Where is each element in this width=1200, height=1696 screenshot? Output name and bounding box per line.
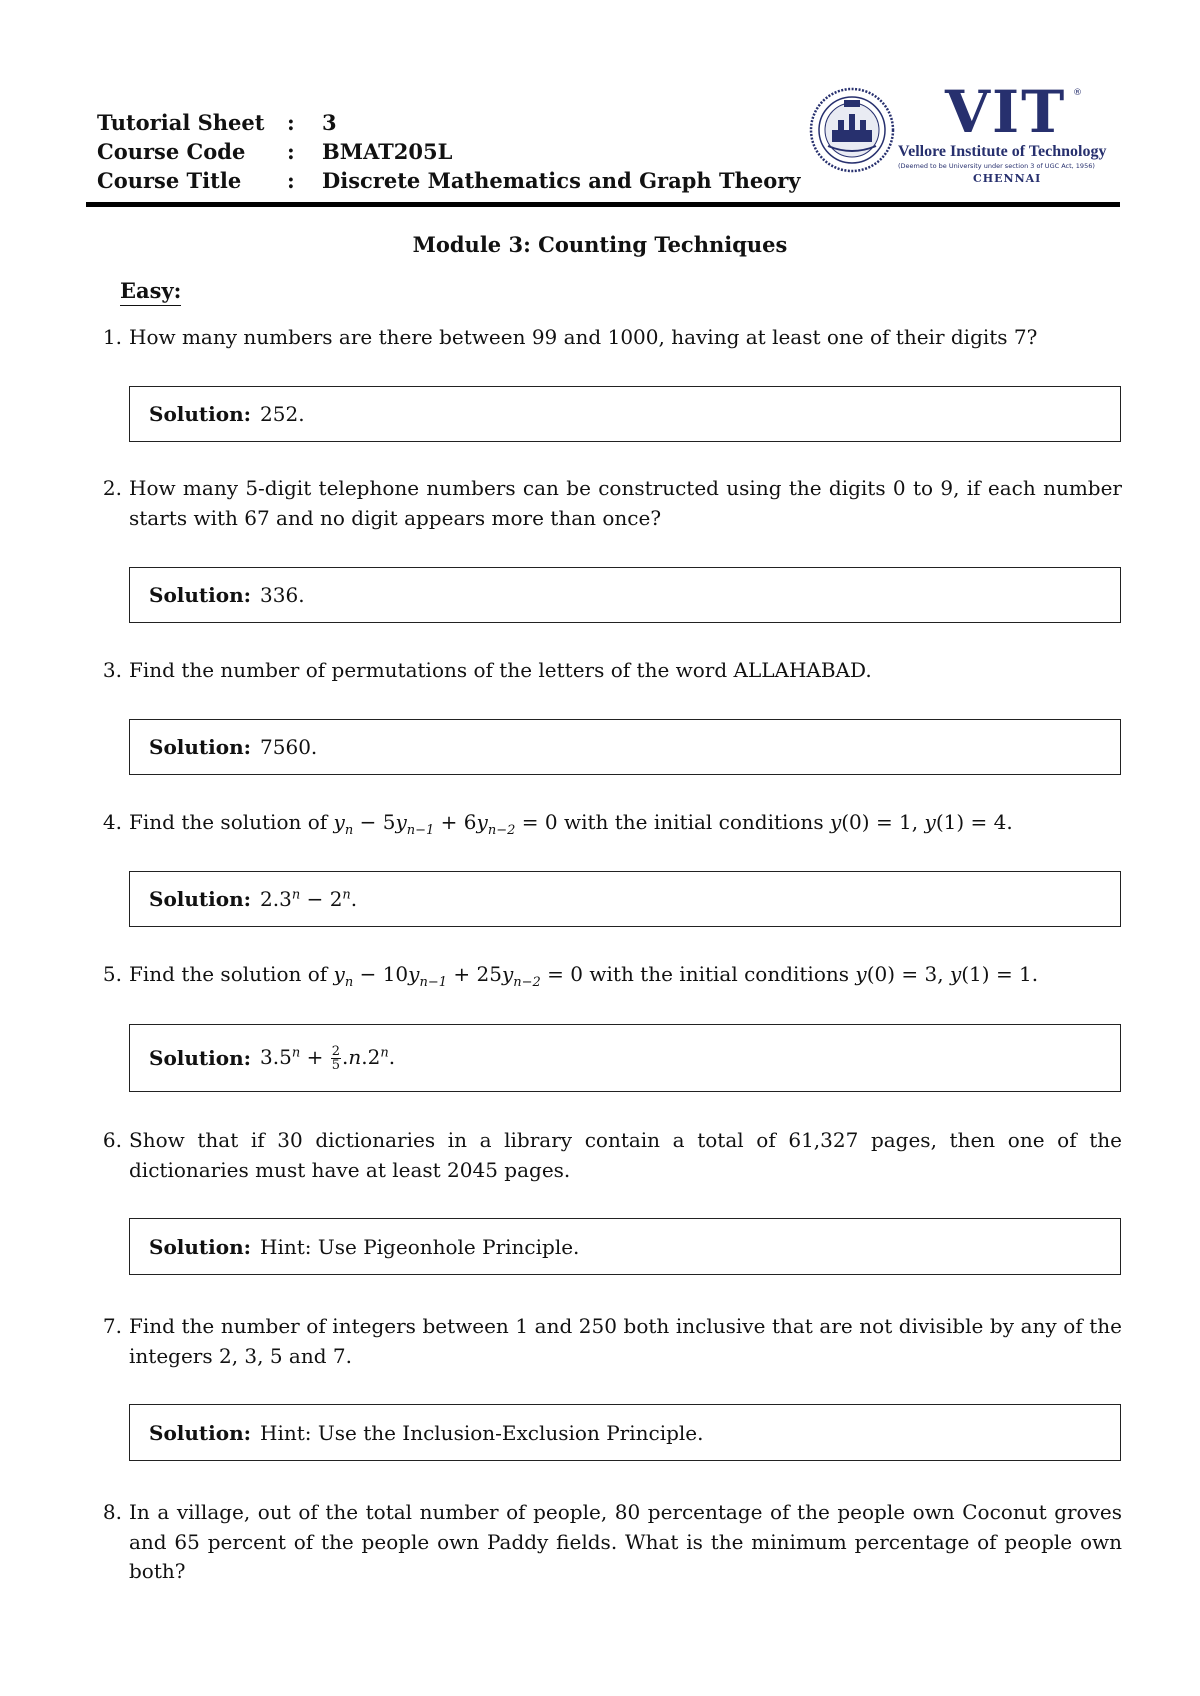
solution-text: 7560. xyxy=(260,735,318,759)
registered-mark: ® xyxy=(1073,88,1082,98)
question-3 xyxy=(96,656,1122,686)
header-row-tutorial-sheet xyxy=(97,108,800,137)
header-colon: : xyxy=(287,139,295,164)
solution-label: Solution: xyxy=(149,887,252,911)
question-number: 7. xyxy=(102,1314,122,1338)
recurrence-equation: $y_n - 5y_{n-1} + 6y_{n-2} = 0$ xyxy=(333,810,558,838)
solution-text: $2.3^n - 2^n$. xyxy=(260,887,358,911)
question-number: 3. xyxy=(102,658,122,682)
solution-label: Solution: xyxy=(149,735,252,759)
initial-conditions: y(0) = 1, y(1) = 4. xyxy=(829,810,1013,834)
logo-institute-name: Vellore Institute of Technology xyxy=(898,143,1107,160)
solution-label: Solution: xyxy=(149,1420,252,1445)
question-text: In a village, out of the total number of people, 80 percentage of the people own Coconut groves and 65 percent of the people own Paddy fields. What is the minimum percentage of people own both? xyxy=(129,1500,1122,1583)
question-number: 2. xyxy=(102,476,122,500)
university-seal-icon xyxy=(808,86,896,174)
solution-label: Solution: xyxy=(149,1046,252,1070)
question-2 xyxy=(96,474,1122,533)
question-number: 4. xyxy=(102,810,122,834)
question-text: Find the number of integers between 1 and 250 both inclusive that are not divisible by any of the integers 2, 3, 5 and 7. xyxy=(129,1314,1122,1368)
header-colon: : xyxy=(287,110,295,135)
question-7 xyxy=(96,1312,1122,1371)
solution-box-3 xyxy=(129,719,1121,775)
header-value: Discrete Mathematics and Graph Theory xyxy=(322,168,801,193)
logo-city: CHENNAI xyxy=(973,172,1042,185)
solution-text: 336. xyxy=(260,583,305,607)
question-number: 6. xyxy=(102,1128,122,1152)
question-text: How many numbers are there between 99 and 1000, having at least one of their digits 7? xyxy=(129,325,1038,349)
solution-box-5 xyxy=(129,1024,1121,1092)
header-key: Tutorial Sheet xyxy=(97,110,265,135)
question-number: 8. xyxy=(102,1500,122,1524)
header-row-course-title xyxy=(97,166,800,195)
header-key: Course Code xyxy=(97,139,246,164)
question-1 xyxy=(96,323,1122,353)
question-text-part: Find the solution of xyxy=(129,810,334,834)
logo-subtitle: (Deemed to be University under section 3 of UGC Act, 1956) xyxy=(898,162,1095,170)
header-value: 3 xyxy=(322,110,337,135)
recurrence-equation: $y_n - 10y_{n-1} + 25y_{n-2} = 0$ xyxy=(333,962,584,990)
solution-box-7 xyxy=(129,1404,1121,1461)
solution-text: $3.5^n$ + $\frac{2}{5}$ .n.2$^n$. xyxy=(260,1043,396,1073)
module-title: Module 3: Counting Techniques xyxy=(412,232,788,257)
header-key: Course Title xyxy=(97,168,242,193)
solution-label: Solution: xyxy=(149,583,252,607)
solution-box-4 xyxy=(129,871,1121,927)
question-text xyxy=(129,960,1122,998)
question-8 xyxy=(96,1498,1122,1587)
fraction: $\frac{2}{5}$ xyxy=(331,1043,340,1073)
solution-label: Solution: xyxy=(149,1234,252,1259)
initial-conditions: y(0) = 3, y(1) = 1. xyxy=(855,962,1039,986)
solution-text: Hint: Use the Inclusion-Exclusion Principle. xyxy=(260,1420,704,1445)
question-text-part: with the initial conditions xyxy=(583,962,856,986)
question-text-part: Find the solution of xyxy=(129,962,334,986)
question-text xyxy=(129,808,1122,846)
section-label-easy: Easy: xyxy=(120,278,181,306)
question-number: 5. xyxy=(102,962,122,986)
solution-label: Solution: xyxy=(149,402,252,426)
question-text: How many 5-digit telephone numbers can be constructed using the digits 0 to 9, if each number starts with 67 and no digit appears more than once? xyxy=(129,476,1122,530)
solution-text: Hint: Use Pigeonhole Principle. xyxy=(260,1234,580,1259)
question-5 xyxy=(96,960,1122,998)
header-colon: : xyxy=(287,168,295,193)
header-row-course-code xyxy=(97,137,800,166)
header-info xyxy=(97,108,800,195)
header-divider xyxy=(86,202,1120,207)
solution-text: 252. xyxy=(260,402,305,426)
question-text: Find the number of permutations of the letters of the word ALLAHABAD. xyxy=(129,658,872,682)
question-6 xyxy=(96,1126,1122,1185)
logo-wordmark: VIT xyxy=(945,78,1067,146)
solution-box-2 xyxy=(129,567,1121,623)
question-number: 1. xyxy=(102,325,122,349)
solution-box-1 xyxy=(129,386,1121,442)
question-text-part: with the initial conditions xyxy=(557,810,830,834)
question-4 xyxy=(96,808,1122,846)
question-text: Show that if 30 dictionaries in a library contain a total of 61,327 pages, then one of the dictionaries must have at least 2045 pages. xyxy=(129,1128,1122,1182)
vit-logo xyxy=(808,78,1123,194)
header-value: BMAT205L xyxy=(322,139,453,164)
solution-box-6 xyxy=(129,1218,1121,1275)
